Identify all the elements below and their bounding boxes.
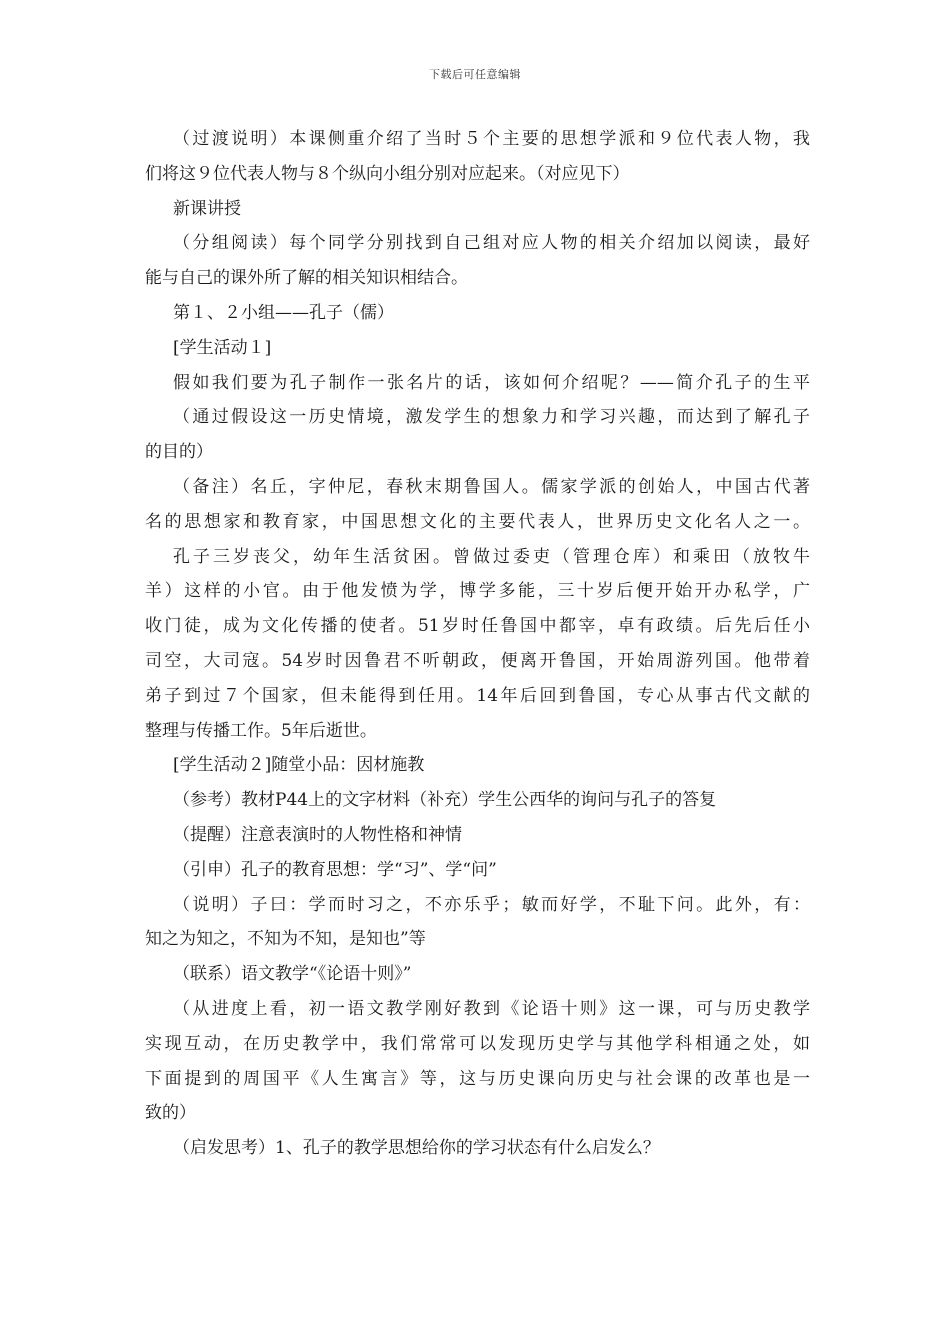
- page-header: 下载后可任意编辑: [429, 68, 521, 81]
- text-line: 收门徒，成为文化传播的使者。51岁时任鲁国中都宰，卓有政绩。后先后任小: [145, 616, 810, 637]
- text-line: 第１、２小组——孔子（儒）: [173, 302, 394, 323]
- text-line: [学生活动２]随堂小品：因材施教: [173, 755, 425, 776]
- text-line: 假如我们要为孔子制作一张名片的话，该如何介绍呢？——简介孔子的生平: [173, 372, 810, 393]
- text-line: （过渡说明）本课侧重介绍了当时５个主要的思想学派和９位代表人物，我: [173, 129, 810, 149]
- text-line: （启发思考）1、孔子的教学思想给你的学习状态有什么启发么？: [173, 1138, 660, 1159]
- text-line: 知之为知之，不知为不知，是知也”等: [145, 929, 426, 950]
- text-line: 司空，大司寇。54岁时因鲁君不听朝政，便离开鲁国，开始周游列国。他带着: [145, 650, 810, 671]
- text-line: 名的思想家和教育家，中国思想文化的主要代表人，世界历史文化名人之一。: [145, 511, 810, 532]
- text-line: （从进度上看，初一语文教学刚好教到《论语十则》这一课，可与历史教学: [173, 998, 810, 1019]
- text-line: 致的）: [145, 1103, 196, 1124]
- text-line: 羊）这样的小官。由于他发愤为学，博学多能，三十岁后便开始开办私学，广: [145, 581, 810, 602]
- text-line: （说明）子曰：学而时习之，不亦乐乎；敏而好学，不耻下问。此外，有：: [173, 894, 810, 915]
- text-line: 整理与传播工作。5年后逝世。: [145, 720, 377, 741]
- text-line: 实现互动，在历史教学中，我们常常可以发现历史学与其他学科相通之处，如: [145, 1033, 810, 1054]
- text-line: 孔子三岁丧父，幼年生活贫困。曾做过委吏（管理仓库）和乘田（放牧牛: [173, 546, 810, 567]
- text-line: （引申）孔子的教育思想：学“习”、学“问”: [173, 859, 497, 880]
- text-line: （备注）名丘，字仲尼，春秋末期鲁国人。儒家学派的创始人，中国古代著: [173, 476, 810, 497]
- text-line: 们将这９位代表人物与８个纵向小组分别对应起来。（对应见下）: [145, 163, 630, 184]
- text-line: 的目的）: [145, 442, 213, 463]
- text-line: [学生活动１]: [173, 337, 272, 358]
- text-line: 弟子到过７个国家，但未能得到任用。14年后回到鲁国，专心从事古代文献的: [145, 685, 810, 706]
- text-line: （联系）语文教学“《论语十则》”: [173, 964, 412, 985]
- text-line: 下面提到的周国平《人生寓言》等，这与历史课向历史与社会课的改革也是一: [145, 1068, 810, 1089]
- text-line: 新课讲授: [173, 198, 241, 219]
- text-line: （参考）教材P44上的文字材料（补充）学生公西华的询问与孔子的答复: [173, 790, 717, 811]
- text-line: （提醒）注意表演时的人物性格和神情: [173, 824, 462, 845]
- text-line: （通过假设这一历史情境，激发学生的想象力和学习兴趣，而达到了解孔子: [173, 407, 810, 428]
- text-line: （分组阅读）每个同学分别找到自己组对应人物的相关介绍加以阅读，最好: [173, 233, 810, 254]
- text-line: 能与自己的课外所了解的相关知识相结合。: [145, 268, 468, 289]
- document-body: [145, 122, 810, 1166]
